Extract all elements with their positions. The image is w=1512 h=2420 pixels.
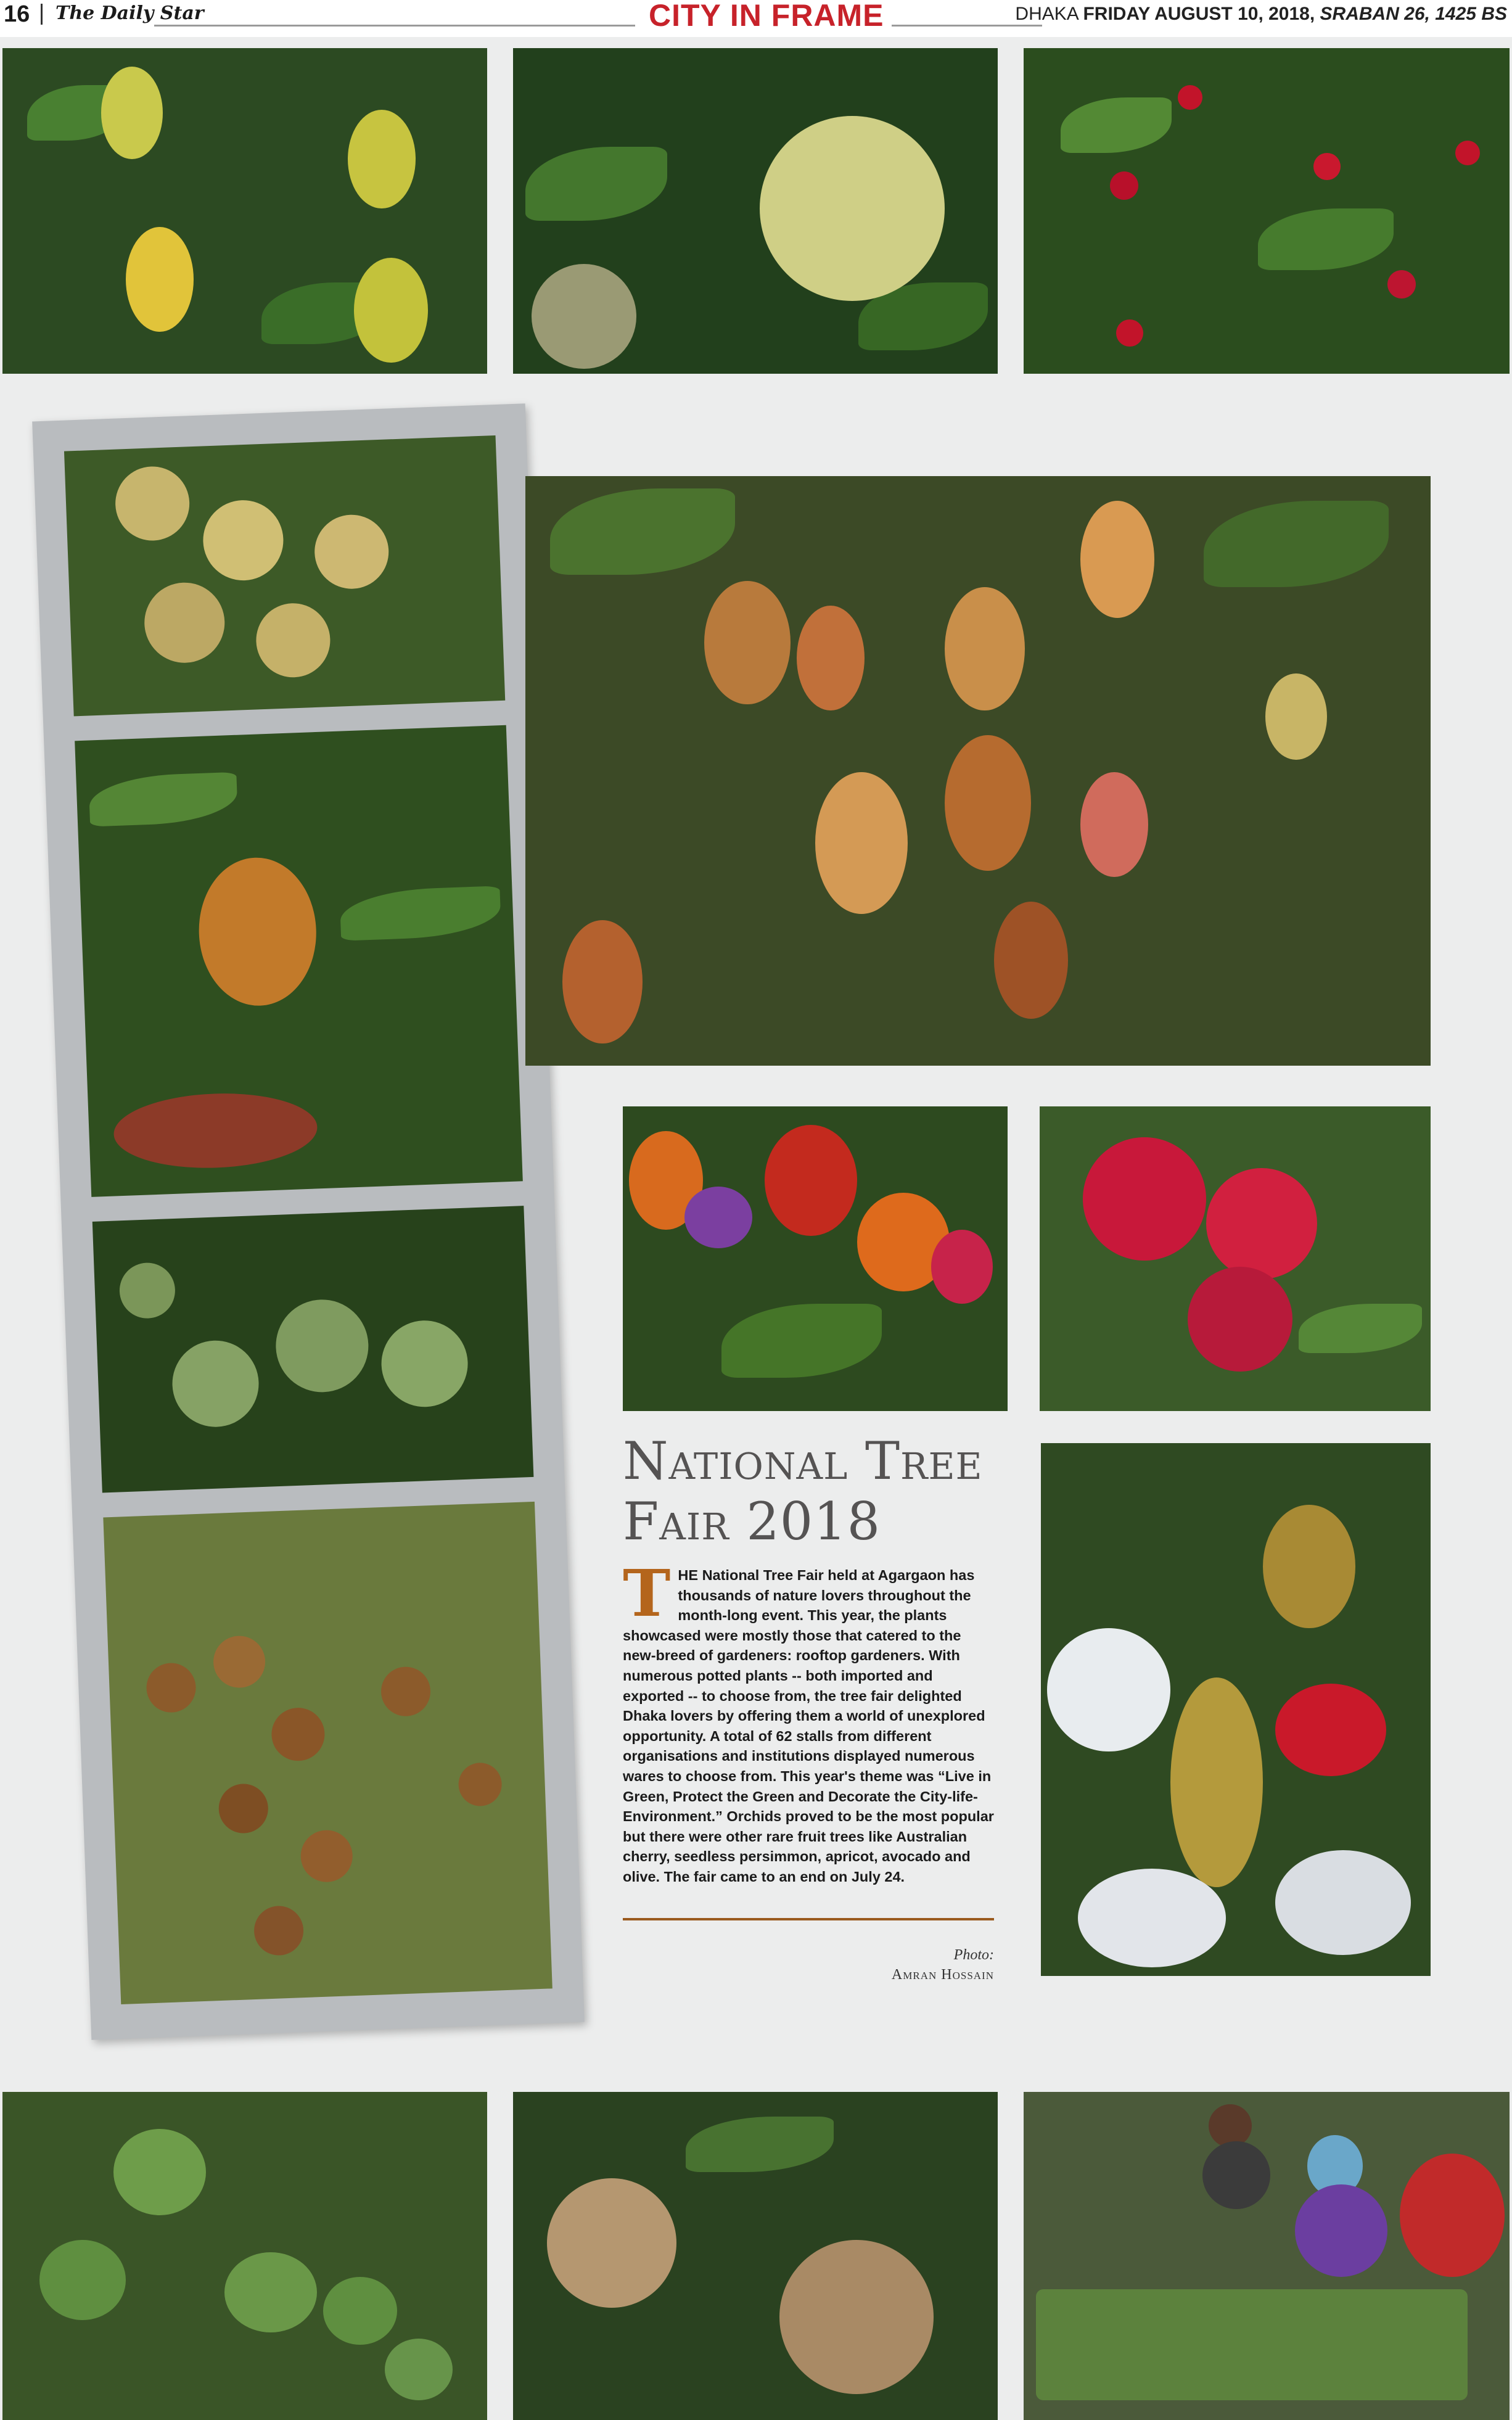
dateline-date: FRIDAY AUGUST 10, 2018, <box>1083 4 1315 24</box>
photo-dragon-fruit <box>1040 1106 1431 1411</box>
fruit <box>202 499 285 582</box>
photo-orchids <box>623 1106 1008 1411</box>
page-header <box>0 0 1512 37</box>
article-body <box>623 1555 995 1887</box>
fruit <box>385 2339 453 2400</box>
leaf <box>88 772 238 827</box>
drop-cap: T <box>623 1555 671 1631</box>
hanging-fruit <box>562 920 643 1043</box>
photo-hanging-fruits <box>525 476 1431 1066</box>
page-number: 16 <box>4 1 30 27</box>
photo-red-berries <box>1024 48 1510 374</box>
hanging-fruit <box>1080 772 1148 877</box>
fruit <box>253 1905 305 1956</box>
fruit <box>300 1829 353 1883</box>
orchid-flower <box>684 1187 752 1248</box>
hanging-fruit <box>1265 673 1327 760</box>
leaf <box>1258 208 1394 270</box>
white-flowers <box>1047 1628 1170 1751</box>
custard-apple-fruit <box>532 264 636 369</box>
red-flowers <box>1275 1684 1386 1776</box>
photo-credit-label: Photo: <box>953 1947 994 1963</box>
hanging-fruit <box>815 772 908 914</box>
hanging-fruit <box>994 902 1068 1019</box>
leaf <box>339 886 501 940</box>
dragon-fruit <box>1206 1168 1317 1279</box>
hanging-fruit <box>1080 501 1154 618</box>
visitor <box>1400 2154 1505 2277</box>
wood-apple <box>779 2240 934 2394</box>
fruit <box>213 1635 266 1689</box>
berry <box>1110 171 1138 200</box>
photo-wood-apples <box>513 2092 998 2420</box>
pineapple-fruit <box>196 855 319 1008</box>
leaf <box>550 488 735 575</box>
hanging-fruit <box>945 735 1031 871</box>
fruit-cluster <box>1170 1677 1263 1887</box>
newspaper-logo: The Daily Star <box>55 2 204 24</box>
leaf <box>525 147 667 221</box>
leaf <box>1299 1304 1422 1353</box>
photo-cactus-stall <box>1024 2092 1510 2420</box>
fruit <box>113 2129 206 2215</box>
dragon-fruit <box>1083 1137 1206 1261</box>
cactus-pots <box>1036 2289 1468 2400</box>
fruit <box>323 2277 397 2345</box>
headline-line-2: Fair 2018 <box>623 1491 881 1552</box>
pot <box>112 1090 318 1171</box>
header-rule-left <box>154 25 635 27</box>
fruit <box>458 1762 503 1807</box>
wood-apple <box>547 2178 676 2308</box>
citron-fruit <box>348 110 416 208</box>
article-headline <box>623 1431 1005 1552</box>
fruit <box>380 1666 432 1717</box>
fruit <box>255 602 331 678</box>
orchid-flower <box>931 1230 993 1304</box>
orchid-flower <box>765 1125 857 1236</box>
photo-strip-green-fruit <box>92 1206 534 1492</box>
dateline <box>1015 4 1507 25</box>
headline-line-1: National Tree <box>623 1431 983 1491</box>
fruit-cluster <box>1263 1505 1355 1628</box>
photo-green-fruits <box>2 2092 487 2420</box>
film-strip <box>32 403 585 2040</box>
fruit <box>271 1707 326 1762</box>
fruit <box>224 2252 317 2332</box>
header-separator <box>41 4 43 25</box>
article-body-text: HE National Tree Fair held at Agargaon has thousands of nature lovers throughout the month-long event. This year, the plants showcased were mostly those that catered to the new-breed of gardeners: rooftop gardeners. With numerous potted plants -- both imported and exported -- to choose from, the tree fair delighted Dhaka lovers by offering them a world of unexplored opportunity. A total of 62 stalls from different organisations and institutions displayed numerous wares to choose from. This year's theme was “Live in Green, Protect the Green and Decorate the City-life-Environment.” Orchids proved to be the most popular but there were other rare fruit trees like Australian cherry, seedless persimmon, apricot, avocado and olive. The fair came to an end on July 24. <box>623 1567 994 1885</box>
fruit <box>380 1319 469 1409</box>
custard-apple-fruit <box>760 116 945 301</box>
fruit <box>114 465 191 541</box>
article-divider <box>623 1918 994 1920</box>
dragon-fruit <box>1188 1267 1292 1372</box>
citron-fruit <box>101 67 163 159</box>
white-flowers <box>1078 1869 1226 1967</box>
leaf <box>686 2117 834 2172</box>
fruit <box>313 514 390 590</box>
leaf <box>1204 501 1389 587</box>
photographer-name: Amran Hossain <box>891 1967 994 1983</box>
hanging-fruit <box>704 581 791 704</box>
berry <box>1116 319 1143 347</box>
photo-strip-pineapple <box>75 725 523 1197</box>
fruit <box>39 2240 126 2320</box>
fruit <box>218 1783 269 1834</box>
berry <box>1178 85 1202 110</box>
fruit <box>171 1339 260 1428</box>
visitor <box>1295 2184 1387 2277</box>
photo-citron-tree <box>2 48 487 374</box>
citron-fruit <box>126 227 194 332</box>
hanging-fruit <box>797 606 865 710</box>
visitor <box>1202 2141 1270 2209</box>
fruit <box>146 1662 197 1713</box>
dateline-city: DHAKA <box>1015 4 1079 24</box>
photo-custard-apple <box>513 48 998 374</box>
fruit <box>118 1262 176 1319</box>
leaf <box>1061 97 1172 153</box>
fruit <box>274 1298 370 1394</box>
berry <box>1455 141 1480 165</box>
photo-fruit-tree-flowers <box>1041 1443 1431 1976</box>
fruit <box>143 581 226 664</box>
hanging-fruit <box>945 587 1025 710</box>
citron-fruit <box>354 258 428 363</box>
photo-strip-longan <box>103 1502 552 2004</box>
section-title: CITY IN FRAME <box>641 0 892 33</box>
leaf <box>721 1304 882 1378</box>
berry <box>1313 153 1341 180</box>
photo-credit <box>802 1945 994 1985</box>
berry <box>1387 270 1416 298</box>
visitor-head <box>1209 2104 1252 2147</box>
photo-strip-wood-apples <box>64 435 505 716</box>
dateline-bangla-date: SRABAN 26, 1425 BS <box>1320 4 1507 24</box>
white-flowers <box>1275 1850 1411 1955</box>
